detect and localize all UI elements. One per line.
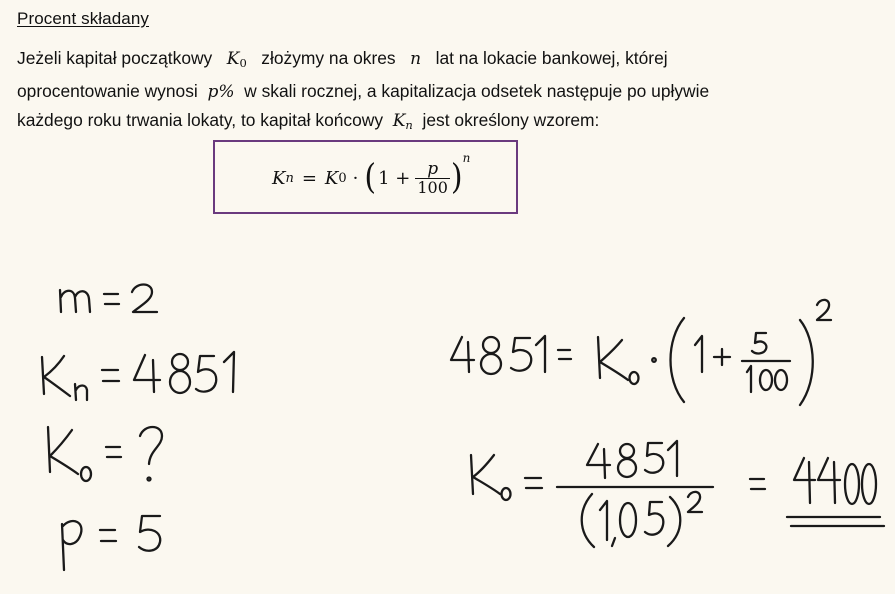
formula-equals: = [301, 167, 317, 189]
fraction-denominator: 100 [417, 177, 448, 197]
handwritten-kn-equals-4851 [42, 352, 234, 400]
formula-one-plus: 1 + [378, 167, 411, 189]
text-fragment: Jeżeli kapitał początkowy [17, 48, 213, 68]
symbol-n: n [410, 49, 422, 69]
handwritten-equation [451, 300, 831, 405]
handwritten-n-equals-2 [60, 285, 157, 313]
formula-close-paren: ) [450, 157, 463, 198]
handwritten-solution-line [471, 441, 884, 547]
symbol-p-percent: p% [207, 82, 235, 102]
text-fragment: w skali rocznej, a kapitalizacja odsetek następuje po upływie [244, 81, 710, 101]
formula-k0-sub: 0 [338, 170, 347, 186]
fraction-numerator: p [427, 158, 439, 179]
handwritten-p-equals-5 [62, 516, 160, 570]
symbol-kn: $K_n$ [392, 111, 413, 132]
formula-k0: K [324, 167, 339, 189]
text-fragment: oprocentowanie wynosi [17, 81, 198, 101]
formula-open-paren: ( [364, 157, 377, 198]
section-title: Procent składany [17, 9, 150, 28]
text-fragment: złożymy na okres [261, 48, 396, 68]
formula-exponent: n [462, 151, 471, 165]
text-fragment: lat na lokacie bankowej, której [435, 48, 668, 68]
formula-kn: K [272, 167, 286, 189]
formula-dot: · [352, 167, 359, 189]
text-fragment: jest określony wzorem: [422, 110, 600, 130]
formula-kn-sub: n [285, 170, 294, 186]
symbol-k0: $K_0$ [226, 49, 247, 70]
handwritten-k0-equals-question [48, 427, 162, 481]
text-fragment: każdego roku trwania lokaty, to kapitał końcowy [17, 110, 384, 130]
